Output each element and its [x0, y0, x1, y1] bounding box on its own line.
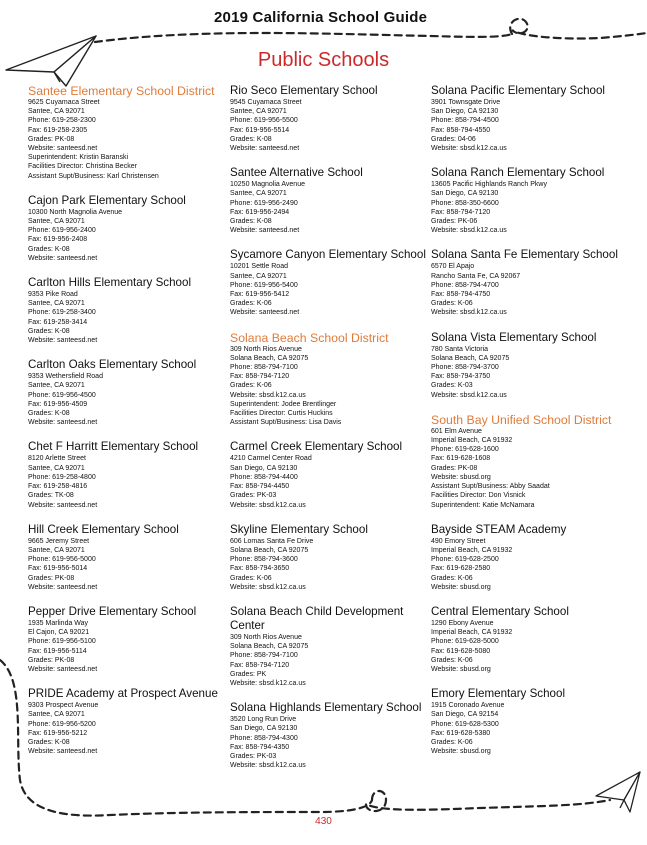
school-name: Emory Elementary School [431, 687, 566, 701]
entry-detail-line: 309 North Rios Avenue [230, 345, 302, 353]
entry-detail-line: Superintendent: Kristin Baranski [28, 154, 128, 162]
entry-detail-line: Assistant Supt/Business: Karl Christensen [28, 172, 159, 180]
entry-detail-line: Fax: 619-628-2580 [431, 565, 491, 573]
entry-detail-line: 9353 Pike Road [28, 291, 78, 299]
entry-detail-line: Facilities Director: Christina Becker [28, 163, 137, 171]
district-entry [431, 413, 629, 510]
entry-detail-line: Phone: 858-794-4500 [431, 117, 499, 125]
entry-detail-line: Website: sbsd.k12.ca.us [230, 391, 306, 399]
entry-detail-line: Website: santeesd.net [28, 583, 98, 591]
entry-detail-line: Website: santeesd.net [230, 227, 300, 235]
entry-detail-line: Website: santeesd.net [28, 665, 98, 673]
entry-detail-line: Phone: 619-956-2400 [28, 227, 96, 235]
entry-detail-line: Grades: PK-08 [28, 574, 75, 582]
school-name: Chet F Harritt Elementary School [28, 440, 199, 454]
entry-detail-line: Santee, CA 92071 [28, 108, 85, 116]
school-name: Bayside STEAM Academy [431, 522, 567, 536]
school-entry [28, 687, 226, 756]
school-name: Solana Ranch Elementary School [431, 166, 605, 180]
entry-detail-line: Fax: 858-794-4750 [431, 291, 491, 299]
entry-detail-line: San Diego, CA 92130 [230, 725, 298, 733]
entry-detail-line: Fax: 619-956-2494 [230, 208, 290, 216]
entry-detail-line: Fax: 619-956-5114 [28, 647, 87, 655]
entry-detail-line: 9545 Cuyamaca Street [230, 99, 302, 106]
entry-detail-line: Assistant Supt/Business: Lisa Davis [230, 419, 342, 427]
entry-detail-line: Phone: 619-956-5500 [230, 117, 298, 125]
school-entry [230, 166, 428, 235]
entry-detail-line: Grades: K-08 [28, 738, 70, 746]
page-number: 430 [315, 816, 332, 827]
entry-detail-line: 10300 North Magnolia Avenue [28, 208, 123, 216]
entry-detail-line: Grades: PK-08 [28, 656, 75, 664]
entry-detail-line: San Diego, CA 92130 [431, 108, 499, 116]
school-entry [230, 440, 428, 509]
school-entry [28, 523, 226, 592]
entry-detail-line: Facilities Director: Don Visnick [431, 492, 526, 500]
entry-detail-line: Santee, CA 92071 [28, 300, 85, 308]
entry-detail-line: Grades: PK-03 [230, 492, 277, 500]
entry-detail-line: 606 Lomas Santa Fe Drive [230, 537, 314, 545]
entry-detail-line: San Diego, CA 92154 [431, 711, 499, 719]
entry-detail-line: Website: sbsd.k12.ca.us [230, 501, 306, 509]
entry-detail-line: Phone: 858-350-6600 [431, 199, 499, 207]
entry-detail-line: 3520 Long Run Drive [230, 716, 297, 724]
entry-detail-line: Facilities Director: Curtis Huckins [230, 410, 333, 418]
school-entry [230, 523, 428, 592]
entry-detail-line: Santee, CA 92071 [230, 190, 287, 198]
entry-detail-line: Website: sbusd.org [431, 583, 491, 591]
entry-detail-line: Website: santeesd.net [230, 145, 300, 153]
entry-detail-line: Solana Beach, CA 92075 [230, 546, 309, 554]
district-entry [230, 331, 428, 428]
entry-detail-line: Website: sbusd.org [431, 665, 491, 673]
section-title: Public Schools [257, 49, 390, 71]
entry-detail-line: Grades: K-08 [28, 327, 70, 335]
entry-detail-line: Website: santeesd.net [28, 501, 98, 509]
entry-detail-line: Website: sbsd.k12.ca.us [431, 309, 507, 317]
column-2 [230, 84, 428, 783]
entry-detail-line: Grades: K-06 [431, 656, 473, 664]
entry-detail-line: Phone: 619-956-5000 [28, 556, 96, 564]
entry-detail-line: Grades: K-03 [431, 382, 473, 390]
school-entry [230, 248, 428, 317]
entry-detail-line: Phone: 858-794-4300 [230, 734, 298, 742]
entry-detail-line: Fax: 619-258-2305 [28, 126, 88, 134]
entry-detail-line: El Cajon, CA 92021 [28, 629, 90, 637]
entry-detail-line: Fax: 619-628-5380 [431, 729, 491, 737]
entry-detail-line: Website: sbsd.k12.ca.us [431, 391, 507, 399]
school-entry [230, 605, 428, 688]
entry-detail-line: Grades: K-08 [28, 410, 70, 418]
entry-detail-line: Phone: 619-628-2500 [431, 556, 499, 564]
entry-detail-line: Santee, CA 92071 [28, 546, 85, 554]
entry-detail-line: Fax: 619-956-5514 [230, 126, 290, 134]
entry-detail-line: Fax: 619-956-5014 [28, 565, 88, 573]
entry-detail-line: Website: santeesd.net [28, 748, 98, 756]
entry-detail-line: Phone: 858-794-4400 [230, 473, 298, 481]
entry-detail-line: 10201 Settle Road [230, 263, 288, 271]
entry-detail-line: Fax: 858-794-7120 [230, 373, 290, 381]
school-name: Solana Santa Fe Elementary School [431, 248, 618, 262]
entry-detail-line: Phone: 619-956-2490 [230, 199, 298, 207]
entry-detail-line: Phone: 619-628-5300 [431, 720, 499, 728]
entry-detail-line: Grades: K-08 [230, 135, 272, 143]
entry-detail-line: Fax: 858-794-4550 [431, 126, 491, 134]
entry-detail-line: Phone: 858-794-4700 [431, 281, 499, 289]
entry-detail-line: Fax: 619-258-4816 [28, 483, 88, 491]
entry-detail-line: Website: sbusd.org [431, 748, 491, 756]
column-1 [28, 84, 226, 769]
entry-detail-line: Santee, CA 92071 [28, 464, 85, 472]
school-entry [230, 84, 428, 153]
entry-detail-line: Phone: 619-956-5400 [230, 281, 298, 289]
school-entry [431, 687, 629, 756]
entry-detail-line: Phone: 619-258-2300 [28, 117, 96, 125]
entry-detail-line: Assistant Supt/Business: Abby Saadat [431, 483, 550, 491]
entry-detail-line: Fax: 619-628-5080 [431, 647, 491, 655]
entry-detail-line: Santee, CA 92071 [28, 382, 85, 390]
school-name: Hill Creek Elementary School [28, 522, 179, 536]
entry-detail-line: Fax: 619-258-3414 [28, 318, 88, 326]
school-entry [431, 248, 629, 317]
entry-detail-line: 13605 Pacific Highlands Ranch Pkwy [431, 181, 547, 189]
entry-detail-line: Phone: 619-956-5100 [28, 638, 96, 646]
entry-detail-line: Imperial Beach, CA 91932 [431, 437, 513, 445]
school-name: Carlton Hills Elementary School [28, 276, 192, 290]
entry-detail-line: Grades: PK-08 [28, 135, 75, 143]
entry-detail-line: Solana Beach, CA 92075 [230, 354, 309, 362]
school-name: Rio Seco Elementary School [230, 84, 378, 97]
entry-detail-line: Website: sbusd.org [431, 473, 491, 481]
school-name: Sycamore Canyon Elementary School [230, 248, 426, 262]
entry-detail-line: Grades: K-06 [230, 300, 272, 308]
entry-detail-line: Website: sbsd.k12.ca.us [230, 679, 306, 687]
entry-detail-line: Superintendent: Katie McNamara [431, 501, 535, 509]
entry-detail-line: Santee, CA 92071 [28, 218, 85, 226]
entry-detail-line: Phone: 619-628-1600 [431, 446, 499, 454]
district-entry [28, 84, 226, 181]
entry-detail-line: Website: sbsd.k12.ca.us [230, 762, 306, 770]
entry-detail-line: 490 Emory Street [431, 537, 486, 545]
entry-detail-line: Grades: TK-08 [28, 492, 74, 500]
entry-detail-line: Phone: 619-956-4500 [28, 391, 96, 399]
entry-detail-line: Grades: K-06 [431, 738, 473, 746]
entry-detail-line: Fax: 619-956-5212 [28, 729, 88, 737]
school-entry [431, 166, 629, 235]
school-name: Central Elementary School [431, 604, 569, 618]
school-name: Solana Highlands Elementary School [230, 701, 422, 715]
entry-detail-line: Fax: 619-956-2408 [28, 236, 88, 244]
entry-detail-line: Grades: PK-08 [431, 464, 478, 472]
entry-detail-line: Rancho Santa Fe, CA 92067 [431, 272, 521, 280]
entry-detail-line: 10250 Magnolia Avenue [230, 181, 305, 189]
entry-detail-line: Imperial Beach, CA 91932 [431, 629, 513, 637]
school-entry [28, 440, 226, 509]
school-entry [28, 358, 226, 427]
district-name: Solana Beach School District [230, 330, 389, 345]
entry-detail-line: 309 North Rios Avenue [230, 633, 302, 641]
entry-detail-line: Website: santeesd.net [28, 145, 98, 153]
entry-detail-line: 1915 Coronado Avenue [431, 702, 505, 710]
column-3 [431, 84, 629, 769]
school-name: Solana Pacific Elementary School [431, 84, 605, 97]
entry-detail-line: Grades: 04-06 [431, 135, 476, 143]
district-name: South Bay Unified School District [431, 412, 612, 427]
entry-detail-line: Website: santeesd.net [28, 337, 98, 345]
entry-detail-line: Fax: 858-794-7120 [431, 208, 491, 216]
entry-detail-line: Grades: PK-06 [431, 218, 478, 226]
entry-detail-line: 4210 Carmel Center Road [230, 455, 312, 463]
entry-detail-line: Fax: 619-956-4509 [28, 400, 88, 408]
entry-detail-line: Phone: 858-794-3600 [230, 556, 298, 564]
entry-detail-line: 780 Santa Victoria [431, 345, 489, 353]
entry-detail-line: San Diego, CA 92130 [230, 464, 298, 472]
entry-detail-line: Santee, CA 92071 [230, 272, 287, 280]
entry-detail-line: Fax: 858-794-7120 [230, 661, 290, 669]
entry-detail-line: Grades: PK-03 [230, 752, 277, 760]
entry-detail-line: Fax: 858-794-4450 [230, 483, 290, 491]
entry-detail-line: Solana Beach, CA 92075 [431, 354, 510, 362]
entry-detail-line: Grades: K-08 [230, 218, 272, 226]
entry-detail-line: Grades: K-06 [230, 574, 272, 582]
entry-detail-line: Phone: 619-956-5200 [28, 720, 96, 728]
entry-detail-line: Fax: 619-956-5412 [230, 291, 290, 299]
school-entry [431, 605, 629, 674]
entry-detail-line: San Diego, CA 92130 [431, 190, 499, 198]
entry-detail-line: Phone: 858-794-3700 [431, 364, 499, 372]
entry-detail-line: Website: santeesd.net [28, 254, 98, 262]
paper-plane-icon [596, 772, 640, 812]
school-entry [431, 84, 629, 153]
school-name: PRIDE Academy at Prospect Avenue [28, 687, 218, 701]
school-entry [28, 276, 226, 345]
entry-detail-line: 3901 Townsgate Drive [431, 99, 501, 106]
entry-detail-line: Website: santeesd.net [230, 309, 300, 317]
entry-detail-line: Phone: 619-258-4800 [28, 473, 96, 481]
entry-detail-line: Grades: K-06 [431, 300, 473, 308]
school-entry [431, 331, 629, 400]
entry-detail-line: Grades: PK [230, 670, 267, 678]
entry-detail-line: Phone: 619-628-5000 [431, 638, 499, 646]
guide-title: 2019 California School Guide [214, 9, 428, 26]
school-name: Skyline Elementary School [230, 522, 368, 536]
entry-detail-line: Grades: K-06 [230, 382, 272, 390]
school-entry [431, 523, 629, 592]
entry-detail-line: Fax: 858-794-3650 [230, 565, 290, 573]
entry-detail-line: Website: sbsd.k12.ca.us [230, 583, 306, 591]
entry-detail-line: Fax: 858-794-4350 [230, 743, 290, 751]
school-name: Pepper Drive Elementary School [28, 604, 197, 618]
entry-detail-line: 9665 Jeremy Street [28, 537, 90, 545]
entry-detail-line: Solana Beach, CA 92075 [230, 643, 309, 651]
entry-detail-line: Phone: 858-794-7100 [230, 364, 298, 372]
entry-detail-line: Grades: K-06 [431, 574, 473, 582]
entry-detail-line: Grades: K-08 [28, 245, 70, 253]
entry-detail-line: 9625 Cuyamaca Street [28, 99, 100, 106]
entry-detail-line: Santee, CA 92071 [28, 711, 85, 719]
entry-detail-line: Fax: 858-794-3750 [431, 373, 491, 381]
school-name: Santee Alternative School [230, 166, 363, 180]
entry-detail-line: 6570 El Apajo [431, 263, 475, 271]
school-entry [28, 194, 226, 263]
district-name: Santee Elementary School District [28, 84, 215, 98]
entry-detail-line: Phone: 858-794-7100 [230, 652, 298, 660]
school-name: Cajon Park Elementary School [28, 193, 186, 207]
entry-detail-line: Fax: 619-628-1608 [431, 455, 491, 463]
entry-detail-line: Website: sbsd.k12.ca.us [431, 145, 507, 153]
entry-detail-line: 1290 Ebony Avenue [431, 619, 494, 627]
entry-detail-line: Santee, CA 92071 [230, 108, 287, 116]
school-name: Solana Vista Elementary School [431, 330, 597, 344]
entry-detail-line: Phone: 619-258-3400 [28, 309, 96, 317]
school-name: Solana Beach Child Development Center [230, 604, 404, 632]
school-entry [28, 605, 226, 674]
entry-detail-line: 601 Elm Avenue [431, 427, 482, 435]
entry-detail-line: Website: santeesd.net [28, 419, 98, 427]
school-name: Carmel Creek Elementary School [230, 440, 403, 454]
school-entry [230, 701, 428, 770]
entry-detail-line: Website: sbsd.k12.ca.us [431, 227, 507, 235]
entry-detail-line: 9353 Wethersfield Road [28, 373, 103, 381]
entry-detail-line: 1935 Marlinda Way [28, 619, 89, 627]
entry-detail-line: 8120 Arlette Street [28, 455, 86, 463]
entry-detail-line: 9303 Prospect Avenue [28, 702, 99, 710]
school-name: Carlton Oaks Elementary School [28, 358, 197, 372]
entry-detail-line: Imperial Beach, CA 91932 [431, 546, 513, 554]
entry-detail-line: Superintendent: Jodee Brentlinger [230, 400, 337, 408]
